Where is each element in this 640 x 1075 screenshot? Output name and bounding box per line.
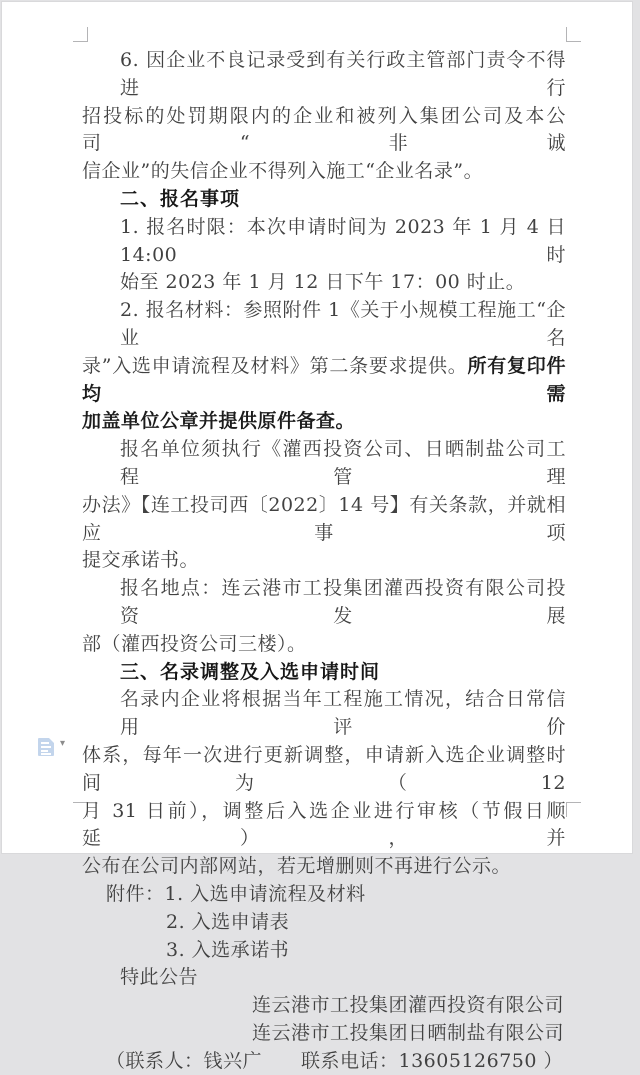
paste-options-button[interactable] (34, 735, 74, 759)
document-line: 招投标的处罚期限内的企业和被列入集团公司及本公司“非诚 (82, 104, 566, 155)
document-line: （联系人：钱兴广 联系电话：13605126750 ） (106, 1049, 564, 1072)
paste-options-icon (38, 738, 54, 756)
document-line: 加盖单位公章并提供原件备查。 (82, 410, 356, 433)
section-heading: 二、报名事项 (120, 187, 241, 210)
document-line: 体系，每年一次进行更新调整，申请新入选企业调整时间为（12 (82, 743, 566, 794)
document-line: 3. 入选承诺书 (166, 938, 290, 961)
document-line: 公布在公司内部网站，若无增删则不再进行公示。 (82, 855, 512, 878)
document-line: 特此公告 (120, 966, 199, 989)
section-heading: 三、名录调整及入选申请时间 (120, 660, 381, 683)
text-boundary-mark-top-right (566, 27, 581, 42)
document-line: 附件：1. 入选申请流程及材料 (106, 882, 366, 905)
document-line: 名录内企业将根据当年工程施工情况，结合日常信用评价 (120, 688, 566, 739)
document-line: 信企业”的失信企业不得列入施工“企业名录”。 (82, 160, 484, 183)
document-line: 1. 报名时限：本次申请时间为 2023 年 1 月 4 日 14:00 时 (120, 215, 573, 266)
text-boundary-mark-bottom-right (566, 802, 581, 817)
document-page[interactable] (1, 1, 633, 1072)
document-line: 连云港市工投集团灌西投资有限公司 (251, 994, 564, 1017)
document-line: 2. 报名材料：参照附件 1《关于小规模工程施工“企业名 (120, 299, 566, 349)
document-line: 2. 入选申请表 (166, 910, 290, 933)
chevron-down-icon[interactable]: ▾ (60, 738, 66, 749)
document-line: 报名地点：连云港市工投集团灌西投资有限公司投资发展 (120, 577, 566, 627)
document-line: 始至 2023 年 1 月 12 日下午 17：00 时止。 (120, 271, 526, 294)
document-body-text (82, 47, 573, 1075)
document-line: 连云港市工投集团日晒制盐有限公司 (251, 1021, 564, 1044)
document-line: 部（灌西投资公司三楼）。 (82, 632, 307, 655)
document-line: 办法》【连工投司西〔2022〕14 号】有关条款，并就相应事项 (82, 493, 566, 544)
document-line: 提交承诺书。 (82, 549, 200, 572)
document-line: 录”入选申请流程及材料》第二条要求提供。所有复印件均需 (82, 354, 566, 405)
document-line: 报名单位须执行《灌西投资公司、日晒制盐公司工程管理 (120, 438, 566, 488)
document-line: 6. 因企业不良记录受到有关行政主管部门责令不得进行 (120, 49, 566, 99)
text-boundary-mark-top-left (73, 27, 88, 42)
document-line: 月 31 日前），调整后入选企业进行审核（节假日顺延），并 (82, 799, 566, 850)
